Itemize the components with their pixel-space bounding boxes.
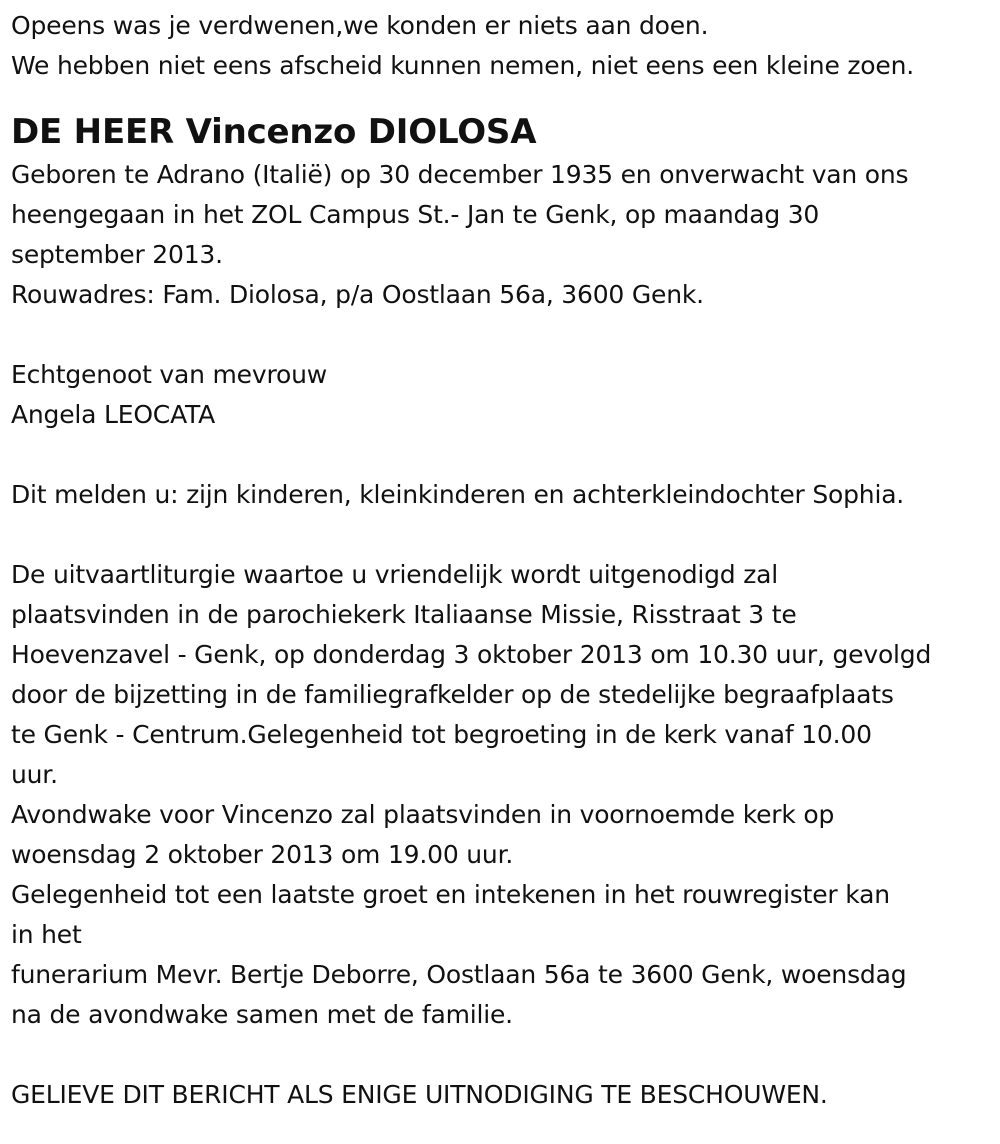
- poem-line: We hebben niet eens afscheid kunnen nemen, niet eens een kleine zoen.: [11, 51, 914, 80]
- deceased-name-title: DE HEER Vincenzo DIOLOSA: [11, 112, 537, 152]
- funeral-line: uur.: [11, 760, 58, 789]
- funeral-line: te Genk - Centrum.Gelegenheid tot begroeting in de kerk vanaf 10.00: [11, 720, 872, 749]
- birth-line: Geboren te Adrano (Italië) op 30 december 1935 en onverwacht van ons: [11, 160, 909, 189]
- birth-line: heengegaan in het ZOL Campus St.- Jan te Genk, op maandag 30: [11, 200, 820, 229]
- spouse-line: Echtgenoot van mevrouw: [11, 360, 327, 389]
- vigil-line: Avondwake voor Vincenzo zal plaatsvinden in voornoemde kerk op: [11, 800, 835, 829]
- register-line: na de avondwake samen met de familie.: [11, 1000, 513, 1029]
- funeral-line: Hoevenzavel - Genk, op donderdag 3 oktober 2013 om 10.30 uur, gevolgd: [11, 640, 932, 669]
- register-line: Gelegenheid tot een laatste groet en intekenen in het rouwregister kan: [11, 880, 890, 909]
- funeral-line: door de bijzetting in de familiegrafkelder op de stedelijke begraafplaats: [11, 680, 894, 709]
- spacer: [11, 435, 1000, 475]
- register-line: in het: [11, 920, 82, 949]
- spacer: [11, 315, 1000, 355]
- register-line: funerarium Mevr. Bertje Deborre, Oostlaan 56a te 3600 Genk, woensdag: [11, 960, 907, 989]
- spacer: [11, 515, 1000, 555]
- mourning-address: Rouwadres: Fam. Diolosa, p/a Oostlaan 56a, 3600 Genk.: [11, 280, 704, 309]
- birth-line: september 2013.: [11, 240, 223, 269]
- vigil-line: woensdag 2 oktober 2013 om 19.00 uur.: [11, 840, 514, 869]
- poem-line: Opeens was je verdwenen,we konden er niets aan doen.: [11, 11, 709, 40]
- spacer: [11, 1035, 1000, 1075]
- spacer: [11, 86, 1000, 110]
- funeral-line: De uitvaartliturgie waartoe u vriendelijk wordt uitgenodigd zal: [11, 560, 779, 589]
- closing-line: GELIEVE DIT BERICHT ALS ENIGE UITNODIGING TE BESCHOUWEN.: [11, 1080, 828, 1109]
- announcement-line: Dit melden u: zijn kinderen, kleinkinderen en achterkleindochter Sophia.: [11, 480, 905, 509]
- spouse-name: Angela LEOCATA: [11, 400, 216, 429]
- funeral-line: plaatsvinden in de parochiekerk Italiaanse Missie, Risstraat 3 te: [11, 600, 797, 629]
